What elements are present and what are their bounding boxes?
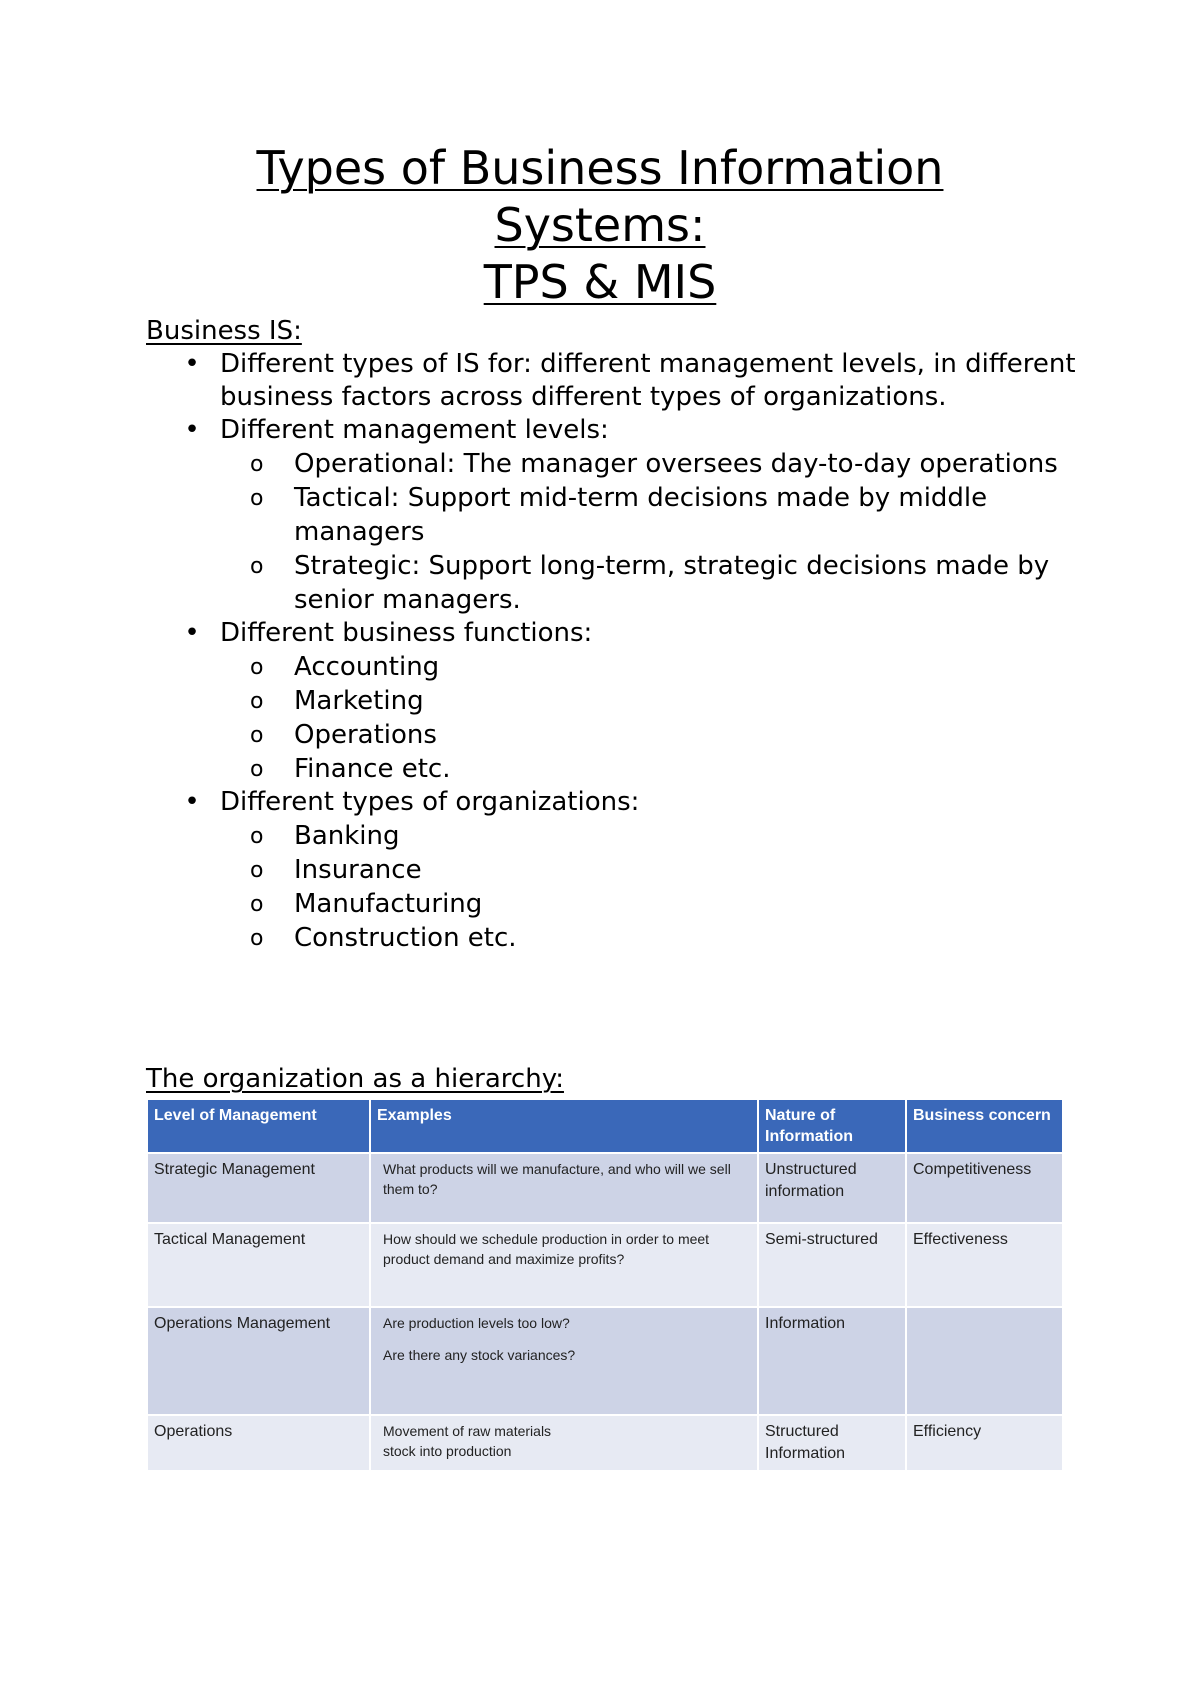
sub-bullet-item (220, 819, 1076, 853)
sub-bullet-text: Manufacturing (294, 889, 483, 919)
circle-bullet-icon: o (250, 858, 264, 883)
cell-nature: Structured Information (758, 1415, 906, 1471)
sub-bullet-text: Tactical: Support mid-term decisions made by middle managers (294, 483, 988, 547)
bullet-icon: • (184, 415, 200, 445)
title-line-2: Systems: (494, 198, 706, 252)
business-is-bullet-list (146, 348, 1076, 955)
example-text: How should we schedule production in order to meet product demand and maximize profits? (383, 1231, 710, 1267)
document-title (0, 140, 1200, 311)
sub-bullet-text: Banking (294, 821, 400, 851)
sub-bullet-list (220, 447, 1076, 617)
sub-bullet-item (220, 549, 1076, 617)
bullet-text: Different management levels: (220, 415, 609, 445)
example-text: Are production levels too low? (383, 1315, 570, 1331)
sub-bullet-text: Operations (294, 720, 437, 750)
sub-bullet-item (220, 650, 1076, 684)
cell-level: Tactical Management (147, 1223, 370, 1307)
cell-concern (906, 1307, 1063, 1415)
bullet-icon: • (184, 618, 200, 648)
circle-bullet-icon: o (250, 824, 264, 849)
cell-concern: Competitiveness (906, 1153, 1063, 1223)
example-text: What products will we manufacture, and who will we sell them to? (383, 1161, 731, 1197)
cell-examples (370, 1223, 758, 1307)
sub-bullet-item (220, 718, 1076, 752)
example-text: Movement of raw materials (383, 1423, 552, 1439)
example-text: stock into production (383, 1443, 512, 1459)
example-text: Are there any stock variances? (383, 1347, 576, 1363)
column-header-examples: Examples (370, 1099, 758, 1153)
circle-bullet-icon: o (250, 892, 264, 917)
bullet-text: Different business functions: (220, 618, 593, 648)
bullet-icon: • (184, 787, 200, 817)
bullet-item (146, 617, 1076, 786)
column-header-nature: Nature of Information (758, 1099, 906, 1153)
sub-bullet-item (220, 887, 1076, 921)
bullet-item (146, 414, 1076, 617)
circle-bullet-icon: o (250, 689, 264, 714)
circle-bullet-icon: o (250, 757, 264, 782)
sub-bullet-item (220, 921, 1076, 955)
sub-bullet-item (220, 752, 1076, 786)
circle-bullet-icon: o (250, 452, 264, 477)
sub-bullet-item (220, 684, 1076, 718)
business-is-section (146, 314, 1076, 955)
sub-bullet-item (220, 481, 1076, 549)
circle-bullet-icon: o (250, 723, 264, 748)
cell-concern: Effectiveness (906, 1223, 1063, 1307)
bullet-icon: • (184, 349, 200, 379)
sub-bullet-text: Strategic: Support long-term, strategic decisions made by senior managers. (294, 551, 1050, 615)
sub-bullet-text: Marketing (294, 686, 424, 716)
table-row (147, 1223, 1063, 1307)
cell-examples (370, 1153, 758, 1223)
table-row (147, 1415, 1063, 1471)
column-header-concern: Business concern (906, 1099, 1063, 1153)
hierarchy-table (146, 1098, 1064, 1472)
table-row (147, 1307, 1063, 1415)
cell-nature: Unstructured information (758, 1153, 906, 1223)
cell-nature: Information (758, 1307, 906, 1415)
cell-level: Strategic Management (147, 1153, 370, 1223)
business-is-heading: Business IS: (146, 316, 302, 346)
cell-examples (370, 1307, 758, 1415)
sub-bullet-text: Accounting (294, 652, 440, 682)
cell-level: Operations (147, 1415, 370, 1471)
table-header-row (147, 1099, 1063, 1153)
bullet-text: Different types of IS for: different management levels, in different business factors across different types of organizations. (220, 349, 1076, 412)
hierarchy-heading: The organization as a hierarchy: (146, 1064, 564, 1094)
cell-examples (370, 1415, 758, 1471)
cell-concern: Efficiency (906, 1415, 1063, 1471)
circle-bullet-icon: o (250, 926, 264, 951)
sub-bullet-list (220, 819, 1076, 955)
cell-nature: Semi-structured (758, 1223, 906, 1307)
sub-bullet-text: Finance etc. (294, 754, 451, 784)
circle-bullet-icon: o (250, 655, 264, 680)
sub-bullet-text: Operational: The manager oversees day-to-day operations (294, 449, 1058, 479)
bullet-item (146, 348, 1076, 414)
sub-bullet-item (220, 853, 1076, 887)
bullet-text: Different types of organizations: (220, 787, 640, 817)
circle-bullet-icon: o (250, 554, 264, 579)
title-line-1: Types of Business Information (256, 141, 944, 195)
bullet-item (146, 786, 1076, 955)
circle-bullet-icon: o (250, 486, 264, 511)
table-row (147, 1153, 1063, 1223)
sub-bullet-text: Construction etc. (294, 923, 517, 953)
sub-bullet-list (220, 650, 1076, 786)
cell-level: Operations Management (147, 1307, 370, 1415)
sub-bullet-text: Insurance (294, 855, 422, 885)
sub-bullet-item (220, 447, 1076, 481)
column-header-level: Level of Management (147, 1099, 370, 1153)
title-line-3: TPS & MIS (483, 255, 717, 309)
